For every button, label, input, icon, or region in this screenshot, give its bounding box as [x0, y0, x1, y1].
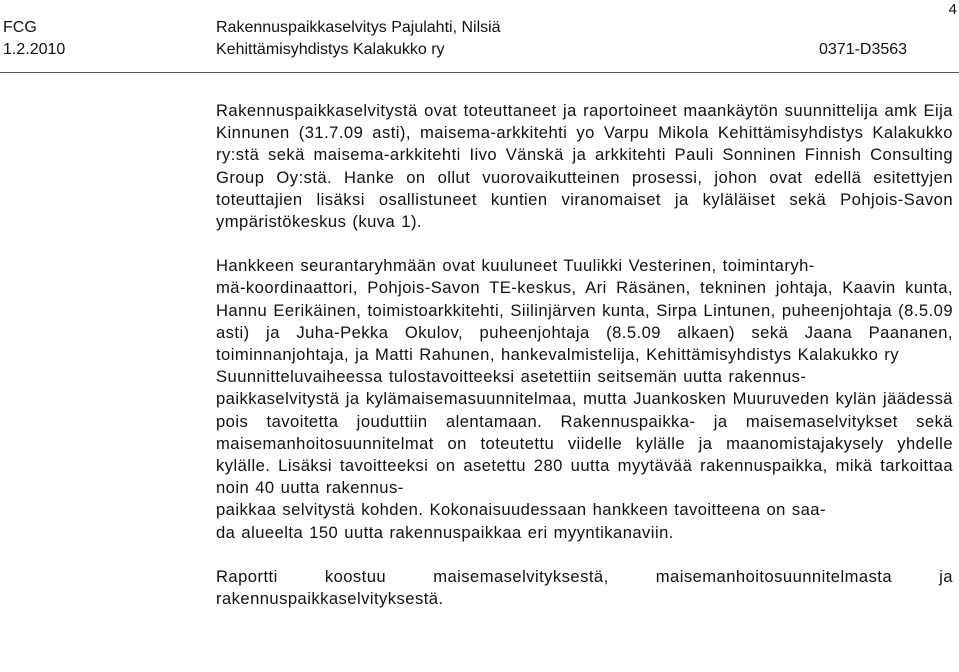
- paragraph-report-contents: Raportti koostuu maisemaselvityksestä, maisemanhoitosuunnitelmasta ja rakennuspaikkaselvityksestä.: [216, 566, 953, 609]
- header-client: Kehittämisyhdistys Kalakukko ry: [216, 41, 445, 58]
- page-header: [0, 0, 959, 73]
- header-project-number: 0371-D3563: [819, 41, 908, 58]
- paragraph-spacer: [216, 233, 953, 255]
- page-number: 4: [948, 1, 957, 18]
- paragraph-spacer: [216, 544, 953, 566]
- header-document-title: Rakennuspaikkaselvitys Pajulahti, Nilsiä: [216, 19, 501, 36]
- paragraph-authors: Rakennuspaikkaselvitystä ovat toteuttaneet ja raportoineet maankäytön suunnittelija amk Eija Kinnunen (31.7.09 asti), maisema-arkkitehti yo Varpu Mikola Kehittämisyhdistys Kalakukko ry:stä sekä maisema-arkkitehti Iivo Vänskä ja arkkitehti Pauli Sonninen Finnish Consulting Group Oy:stä. Hanke on ollut vuorovaikutteinen prosessi, johon ovat edellä esitettyjen toteuttajien lisäksi osallistuneet kuntien viranomaiset ja kyläläiset sekä Pohjois-Savon ympäristökeskus (kuva 1).: [216, 101, 953, 232]
- paragraph-steering-group: Hankkeen seurantaryhmään ovat kuuluneet Tuulikki Vesterinen, toimintaryh- mä-koordinaattori, Pohjois-Savon TE-keskus, Ari Räsänen, tekninen johtaja, Kaavin kunta, Hannu Eerikäinen, toimistoarkkitehti, Siilinjärven kunta, Sirpa Lintunen, puheenjohtaja (8.5.09 asti) ja Juha-Pekka Okulov, puheenjohtaja (8.5.09 alkaen) sekä Jaana Paananen, toiminnanjohtaja, ja Matti Rahunen, hankevalmistelija, Kehittämisyhdistys Kalakukko ry Suunnitteluvaiheessa tulostavoitteeksi asetettiin seitsemän uutta rakennus- paikkaselvitystä ja kylämaisemasuunnitelmaa, mutta Juankosken Muuruveden kylän jäädessä pois tavoitetta jouduttiin alentamaan. Rakennuspaikka- ja maisemaselvitykset sekä maisemanhoitosuunnitelmat on toteutettu viidelle kylälle ja maanomistajakysely yhdelle kylälle. Lisäksi tavoitteeksi on asetettu 280 uutta myytävää rakennuspaikka, mikä tarkoittaa noin 40 uutta rakennus- paikkaa selvitystä kohden. Kokonaisuudessaan hankkeen tavoitteena on saa- da alueelta 150 uutta rakennuspaikkaa eri myyntikanaviin.: [216, 256, 953, 542]
- header-company: FCG: [3, 19, 37, 36]
- header-date: 1.2.2010: [3, 41, 66, 58]
- body-text: [216, 100, 953, 610]
